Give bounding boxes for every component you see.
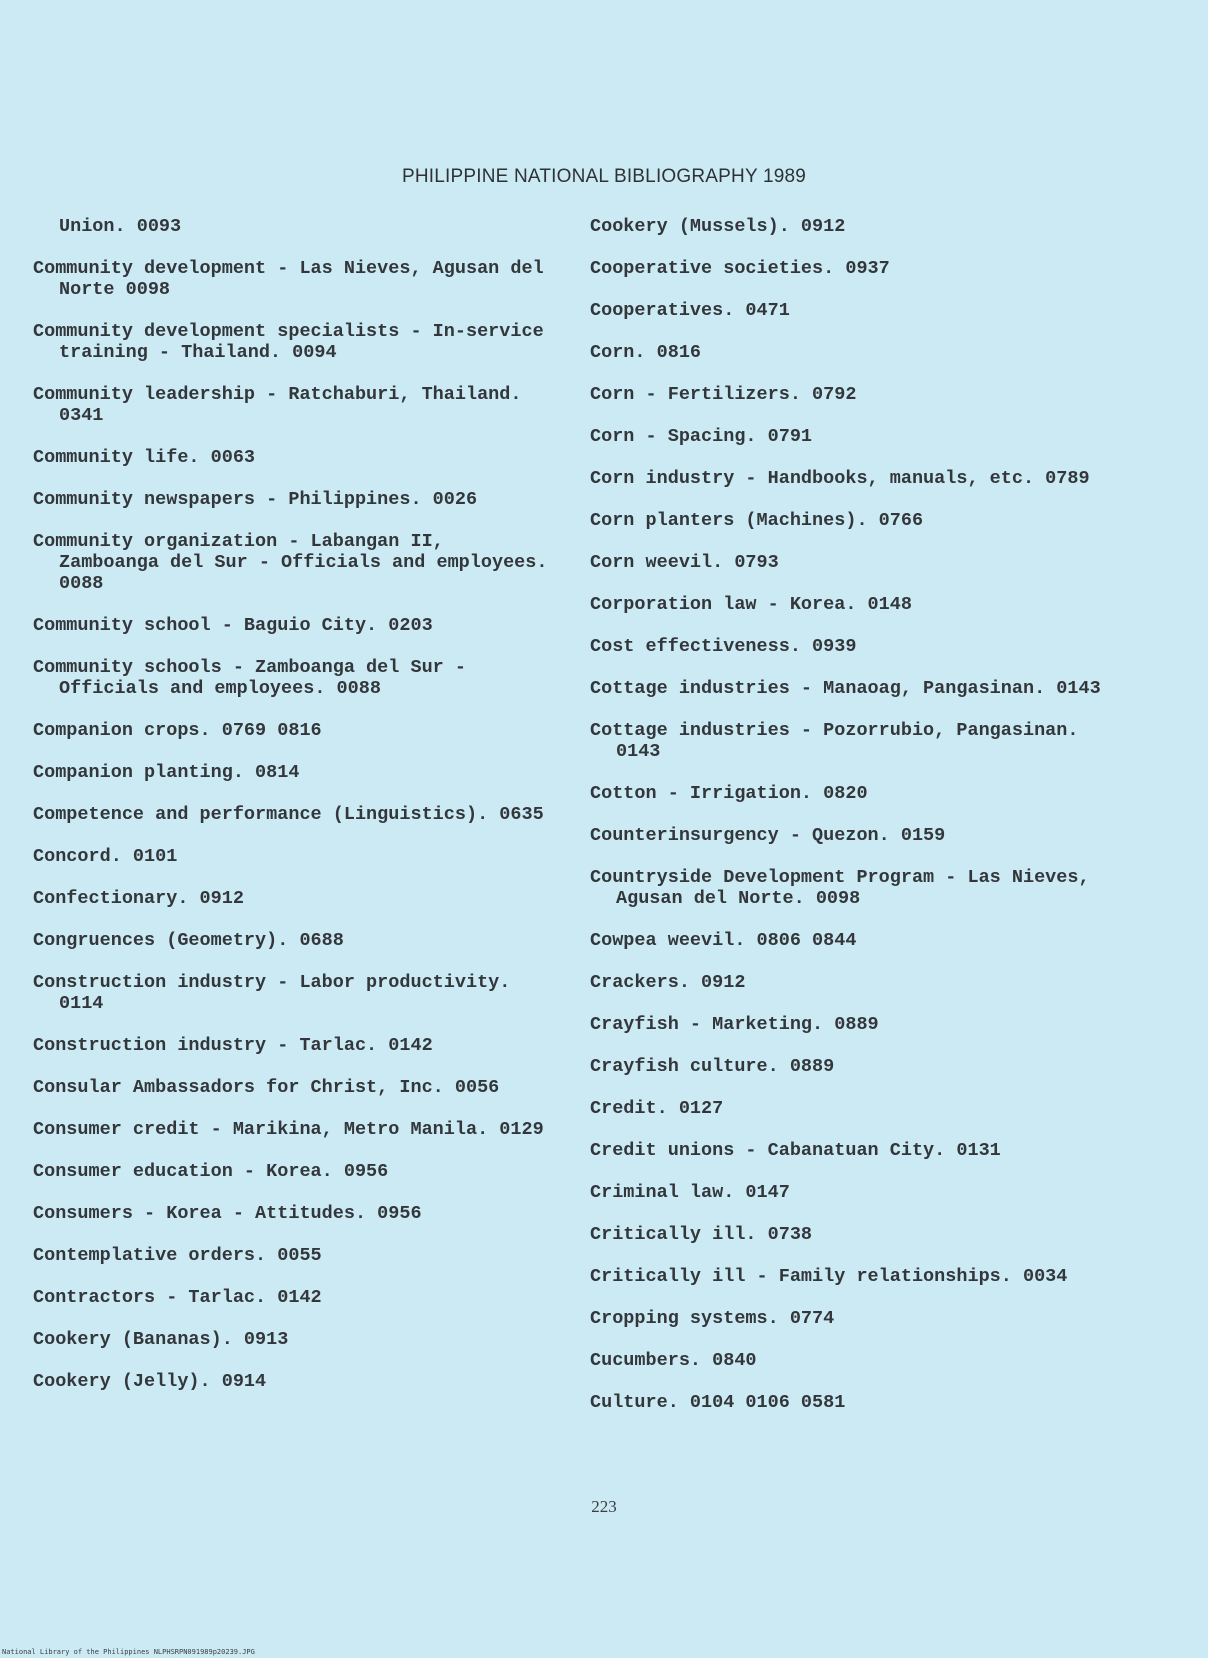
index-entry: Community schools - Zamboanga del Sur - Officials and employees. 0088 [33, 657, 466, 699]
index-entry: Consumers - Korea - Attitudes. 0956 [33, 1203, 422, 1224]
left-column [33, 216, 553, 1413]
index-entry: Consumer education - Korea. 0956 [33, 1161, 389, 1182]
index-entry: Corn planters (Machines). 0766 [590, 510, 924, 531]
index-entry: Culture. 0104 0106 0581 [590, 1392, 846, 1413]
index-entry: Companion crops. 0769 0816 [33, 720, 322, 741]
index-entry: Counterinsurgency - Quezon. 0159 [590, 825, 946, 846]
index-entry: Cooperative societies. 0937 [590, 258, 890, 279]
index-entry: Cowpea weevil. 0806 0844 [590, 930, 857, 951]
index-entry: Cotton - Irrigation. 0820 [590, 783, 868, 804]
index-entry: Corn industry - Handbooks, manuals, etc. 0789 [590, 468, 1090, 489]
index-entry: Contemplative orders. 0055 [33, 1245, 322, 1266]
index-entry: Companion planting. 0814 [33, 762, 300, 783]
index-entry: Community organization - Labangan II, Zamboanga del Sur - Officials and employees. 0088 [33, 531, 548, 594]
scan-footer: National Library of the Philippines NLPHSRPN091989p20239.JPG [2, 1648, 255, 1656]
index-entry: Cottage industries - Pozorrubio, Pangasinan. 0143 [590, 720, 1079, 762]
index-entry: Community leadership - Ratchaburi, Thailand. 0341 [33, 384, 522, 426]
index-entry: Cucumbers. 0840 [590, 1350, 757, 1371]
index-entry: Cookery (Mussels). 0912 [590, 216, 846, 237]
index-entry: Consumer credit - Marikina, Metro Manila. 0129 [33, 1119, 544, 1140]
index-entry: Crayfish culture. 0889 [590, 1056, 835, 1077]
index-entry: Corn weevil. 0793 [590, 552, 779, 573]
index-entry: Criminal law. 0147 [590, 1182, 790, 1203]
index-entry: Union. 0093 [59, 216, 182, 237]
index-entry: Congruences (Geometry). 0688 [33, 930, 344, 951]
index-entry: Corn - Spacing. 0791 [590, 426, 813, 447]
index-entry: Construction industry - Tarlac. 0142 [33, 1035, 433, 1056]
index-entry: Cropping systems. 0774 [590, 1308, 835, 1329]
right-column [590, 216, 1110, 1434]
index-entry: Community development specialists - In-service training - Thailand. 0094 [33, 321, 544, 363]
index-entry: Crayfish - Marketing. 0889 [590, 1014, 879, 1035]
index-entry: Corn. 0816 [590, 342, 702, 363]
index-entry: Community newspapers - Philippines. 0026 [33, 489, 478, 510]
index-entry: Countryside Development Program - Las Nieves, Agusan del Norte. 0098 [590, 867, 1090, 909]
index-entry: Cookery (Bananas). 0913 [33, 1329, 289, 1350]
index-entry: Critically ill. 0738 [590, 1224, 813, 1245]
index-entry: Community life. 0063 [33, 447, 256, 468]
index-entry: Corporation law - Korea. 0148 [590, 594, 912, 615]
index-entry: Cooperatives. 0471 [590, 300, 790, 321]
index-entry: Contractors - Tarlac. 0142 [33, 1287, 322, 1308]
index-entry: Community development - Las Nieves, Agusan del Norte 0098 [33, 258, 544, 300]
index-entry: Credit. 0127 [590, 1098, 724, 1119]
index-entry: Corn - Fertilizers. 0792 [590, 384, 857, 405]
index-entry: Crackers. 0912 [590, 972, 746, 993]
index-entry: Cookery (Jelly). 0914 [33, 1371, 267, 1392]
index-entry: Concord. 0101 [33, 846, 178, 867]
page-number: 223 [591, 1497, 617, 1516]
index-entry: Cost effectiveness. 0939 [590, 636, 857, 657]
index-entry: Critically ill - Family relationships. 0034 [590, 1266, 1068, 1287]
index-entry: Competence and performance (Linguistics). 0635 [33, 804, 544, 825]
index-entry: Consular Ambassadors for Christ, Inc. 0056 [33, 1077, 500, 1098]
index-entry: Cottage industries - Manaoag, Pangasinan. 0143 [590, 678, 1101, 699]
index-entry: Confectionary. 0912 [33, 888, 244, 909]
index-entry: Community school - Baguio City. 0203 [33, 615, 433, 636]
index-entry: Construction industry - Labor productivity. 0114 [33, 972, 511, 1014]
index-entry: Credit unions - Cabanatuan City. 0131 [590, 1140, 1001, 1161]
page-title: PHILIPPINE NATIONAL BIBLIOGRAPHY 1989 [401, 166, 807, 187]
